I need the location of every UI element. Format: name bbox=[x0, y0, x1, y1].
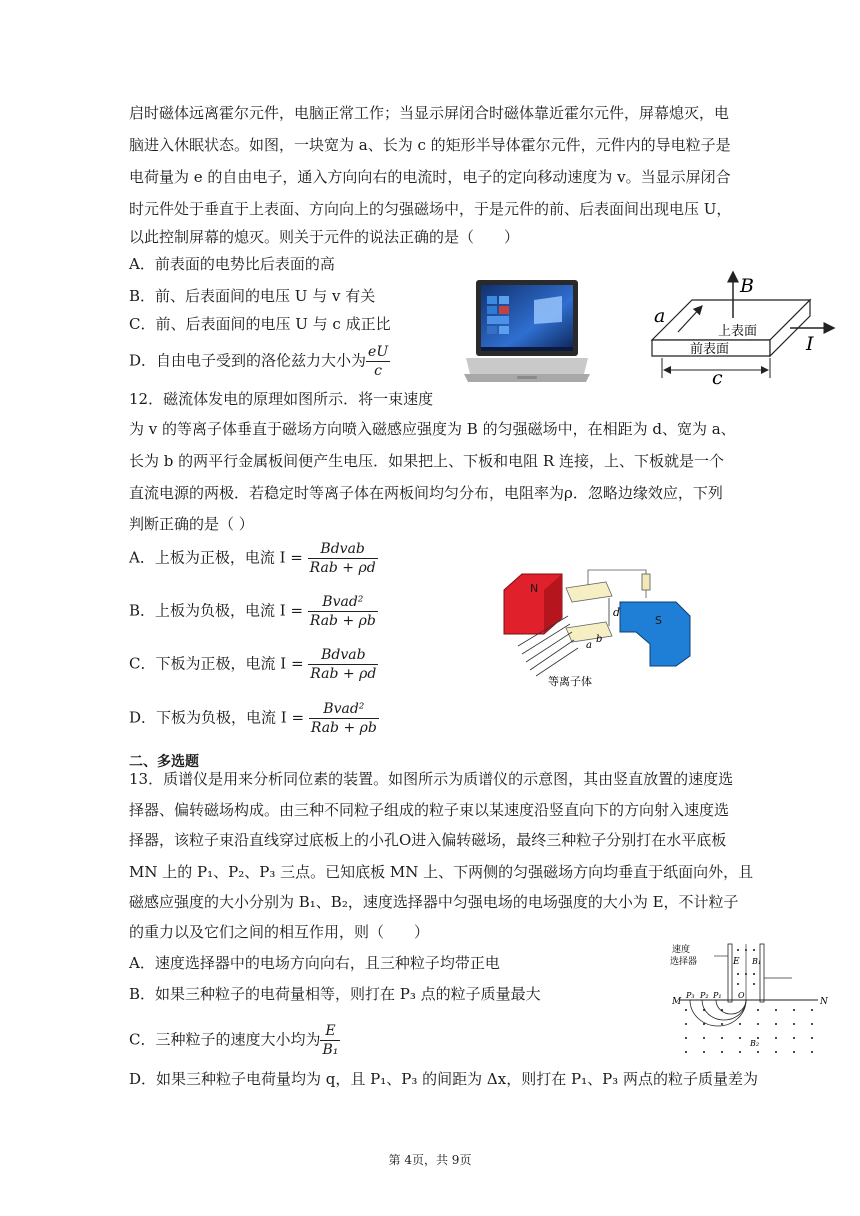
option-prefix: C．下板为正极，电流 I = bbox=[129, 654, 304, 673]
option-prefix: D．下板为负极，电流 I = bbox=[129, 708, 305, 727]
q12-option-d bbox=[129, 700, 379, 737]
laptop-touchpad bbox=[517, 376, 537, 379]
q13-option-b: B．如果三种粒子的电荷量相等，则打在 P₃ 点的粒子质量最大 bbox=[129, 985, 541, 1003]
laptop-image bbox=[462, 278, 592, 388]
windows-logo-icon bbox=[534, 296, 562, 324]
label-o: O bbox=[738, 991, 745, 1000]
q11-option-b: B．前、后表面间的电压 U 与 v 有关 bbox=[129, 287, 376, 305]
fraction-numerator: Bdvab bbox=[308, 646, 378, 665]
q13-line-1: 13．质谱仪是用来分析同位素的装置。如图所示为质谱仪的示意图，其由竖直放置的速度选 bbox=[129, 770, 734, 788]
q13-option-c bbox=[129, 1022, 340, 1059]
fraction-denominator: Rab + ρd bbox=[309, 560, 376, 576]
fraction-numerator: Bdvab bbox=[308, 540, 378, 559]
label-a: a bbox=[586, 640, 592, 651]
upper-plate bbox=[566, 582, 612, 602]
section-title-multiple-choice: 二、多选题 bbox=[129, 754, 199, 770]
q12-line-2: 为 v 的等离子体垂直于磁场方向喷入磁感应强度为 B 的匀强磁场中，在相距为 d、宽为 a、 bbox=[129, 420, 736, 438]
q13-option-c-fraction bbox=[320, 1022, 340, 1059]
q12-option-b bbox=[129, 593, 378, 630]
q11-line-4: 时元件处于垂直于上表面、方向向上的匀强磁场中，于是元件的前、后表面间出现电压 U， bbox=[129, 200, 732, 218]
label-d: d bbox=[613, 606, 621, 619]
label-b2: B₂ bbox=[750, 1039, 760, 1048]
option-prefix: A．上板为正极，电流 I = bbox=[129, 548, 303, 567]
hall-label-front-surface: 前表面 bbox=[690, 342, 730, 357]
laptop-taskbar bbox=[481, 347, 573, 351]
q11-option-d-prefix: D．自由电子受到的洛伦兹力大小为 bbox=[129, 351, 367, 370]
hall-label-a: a bbox=[654, 305, 666, 327]
option-fraction bbox=[308, 540, 378, 577]
q11-line-1: 启时磁体远离霍尔元件，电脑正常工作；当显示屏闭合时磁体靠近霍尔元件，屏幕熄灭，电 bbox=[129, 104, 730, 122]
label-n: N bbox=[820, 997, 828, 1007]
q13-option-d: D．如果三种粒子电荷量均为 q，且 P₁、P₃ 的间距为 Δx，则打在 P₁、P₃ 两点的粒子质量差为 bbox=[129, 1070, 758, 1088]
selector-plate-left bbox=[728, 944, 732, 1002]
q13-line-2: 择器、偏转磁场构成。由三种不同粒子组成的粒子束以某速度沿竖直向下的方向射入速度选 bbox=[129, 801, 730, 819]
q12-option-c bbox=[129, 646, 378, 683]
q11-option-c: C．前、后表面间的电压 U 与 c 成正比 bbox=[129, 315, 391, 333]
label-e: E bbox=[733, 957, 740, 967]
q11-option-d bbox=[129, 343, 390, 380]
page-footer: 第 4页，共 9页 bbox=[388, 1153, 472, 1167]
mhd-generator-diagram bbox=[500, 568, 700, 690]
label-selector-1: 速度 bbox=[672, 945, 691, 955]
q11-option-a: A．前表面的电势比后表面的高 bbox=[129, 255, 335, 273]
label-p3: P₃ bbox=[686, 991, 695, 1000]
hall-label-b: B bbox=[740, 275, 754, 297]
option-fraction bbox=[308, 646, 378, 683]
option-fraction bbox=[308, 593, 378, 630]
label-p2: P₂ bbox=[700, 991, 709, 1000]
label-b1: B₁ bbox=[752, 957, 762, 966]
hall-label-c: c bbox=[712, 367, 723, 386]
fraction-denominator: Rab + ρb bbox=[309, 613, 376, 629]
q11-option-d-fraction bbox=[366, 343, 390, 380]
b2-field-dots bbox=[685, 1009, 813, 1053]
fraction-numerator: eU bbox=[368, 344, 389, 360]
q12-line-4: 直流电源的两极．若稳定时等离子体在两板间均匀分布，电阻率为ρ．忽略边缘效应，下列 bbox=[129, 484, 723, 502]
q13-line-4: MN 上的 P₁、P₂、P₃ 三点。已知底板 MN 上、下两侧的匀强磁场方向均垂直于纸面向外，且 bbox=[129, 863, 754, 881]
q11-line-5: 以此控制屏幕的熄灭。则关于元件的说法正确的是（ ） bbox=[129, 228, 520, 246]
magnet-s bbox=[620, 602, 690, 666]
q13-line-5: 磁感应强度的大小分别为 B₁、B₂，速度选择器中匀强电场的电场强度的大小为 E，不计粒子 bbox=[129, 893, 739, 911]
q13-option-c-prefix: C．三种粒子的速度大小均为 bbox=[129, 1030, 321, 1049]
lower-plate bbox=[566, 622, 612, 642]
resistor bbox=[642, 574, 650, 590]
laptop-keyboard-deck bbox=[466, 358, 588, 374]
fraction-denominator: Rab + ρd bbox=[310, 666, 377, 682]
fraction-numerator: Bvad² bbox=[309, 700, 379, 719]
hall-label-top-surface: 上表面 bbox=[718, 324, 758, 339]
q12-line-1: 12．磁流体发电的原理如图所示．将一束速度 bbox=[129, 390, 434, 408]
fraction-numerator: Bvad² bbox=[308, 593, 378, 612]
fraction-numerator: E bbox=[320, 1022, 340, 1041]
hall-element-diagram bbox=[640, 262, 850, 386]
fraction-denominator: Rab + ρb bbox=[310, 720, 377, 736]
label-plasma: 等离子体 bbox=[548, 675, 592, 688]
selector-plate-right bbox=[760, 944, 764, 1002]
q12-line-3: 长为 b 的两平行金属板间便产生电压．如果把上、下板和电阻 R 连接，上、下板就是一个 bbox=[129, 452, 724, 470]
q12-option-a bbox=[129, 540, 378, 577]
label-m: M bbox=[672, 997, 682, 1007]
hall-label-i: I bbox=[806, 333, 814, 355]
option-fraction bbox=[309, 700, 379, 737]
q12-line-5: 判断正确的是（ ） bbox=[129, 515, 254, 533]
fraction-denominator: B₁ bbox=[322, 1042, 339, 1058]
q11-line-3: 电荷量为 e 的自由电子，通入方向向右的电流时，电子的定向移动速度为 v。当显示屏闭合 bbox=[129, 168, 731, 186]
q11-line-2: 脑进入休眠状态。如图，一块宽为 a、长为 c 的矩形半导体霍尔元件，元件内的导电粒子是 bbox=[129, 136, 731, 154]
fraction-denominator: c bbox=[374, 363, 382, 379]
label-selector-2: 选择器 bbox=[670, 957, 698, 967]
magnet-n-label: N bbox=[530, 582, 539, 595]
mass-spectrometer-diagram bbox=[668, 940, 838, 1062]
q13-line-6: 的重力以及它们之间的相互作用，则（ ） bbox=[129, 923, 430, 941]
q13-line-3: 择器，该粒子束沿直线穿过底板上的小孔O进入偏转磁场，最终三种粒子分别打在水平底板 bbox=[129, 831, 727, 849]
magnet-s-label: S bbox=[655, 614, 662, 627]
q13-option-a: A．速度选择器中的电场方向向右，且三种粒子均带正电 bbox=[129, 954, 500, 972]
label-p1: P₁ bbox=[713, 991, 722, 1000]
option-prefix: B．上板为负极，电流 I = bbox=[129, 601, 304, 620]
label-b: b bbox=[596, 634, 603, 645]
